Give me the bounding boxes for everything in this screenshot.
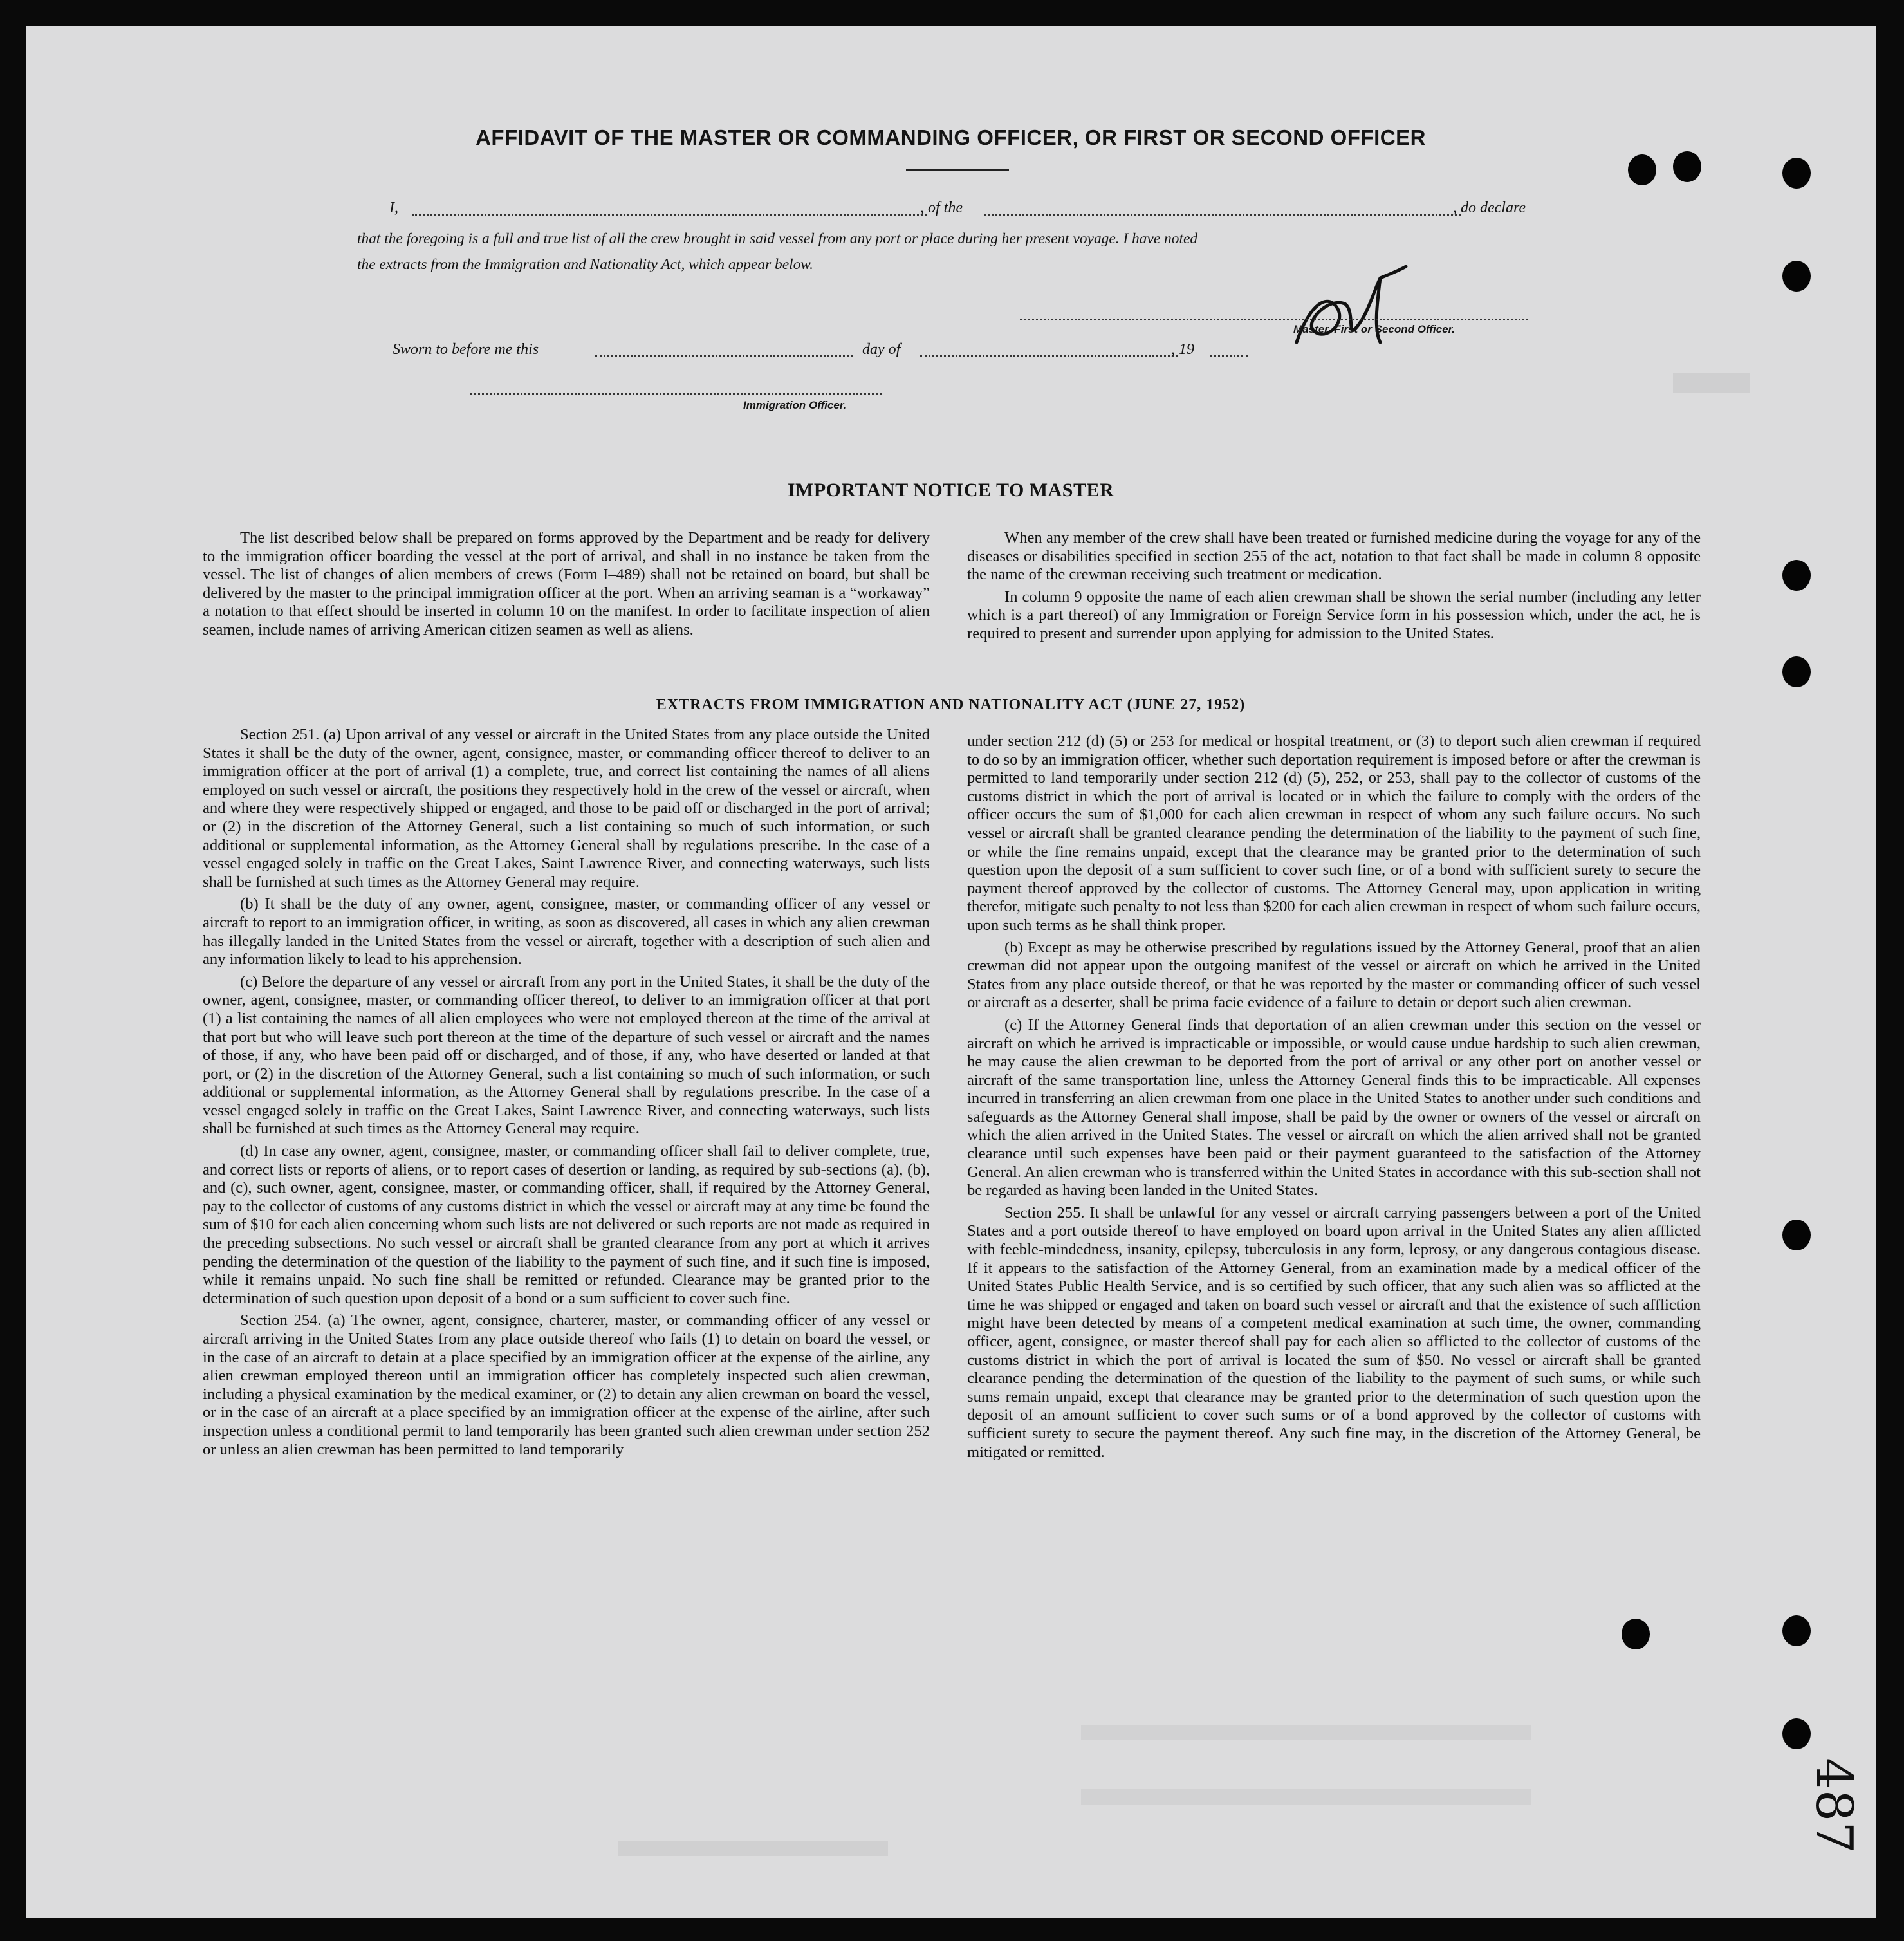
signature-caption: Master, First or Second Officer.: [1293, 323, 1455, 335]
handwritten-page-number: 487: [1805, 1758, 1863, 1853]
notice-paragraph: In column 9 opposite the name of each alien crewman shall be shown the serial number (including any letter which is a part thereof) of any Immigration or Foreign Service form in his possession which, under the act, he is required to present and surrender upon applying for admission to the United States.: [967, 588, 1701, 642]
declaration-statement-2: the extracts from the Immigration and Nationality Act, which appear below.: [357, 256, 814, 273]
punch-hole: [1782, 1220, 1811, 1250]
notice-left-column: [203, 529, 930, 644]
extract-paragraph: (b) Except as may be otherwise prescribed by regulations issued by the Attorney General, proof that an alien crewman did not appear upon the outgoing manifest of the vessel or aircraft on which he arrived in the United States from any place outside thereof, or that he was reported by the master or commanding officer of such vessel or aircraft as a deserter, shall be prima facie evidence of a failure to detain or deport such alien crewman.: [967, 938, 1701, 1012]
immigration-officer-caption: Immigration Officer.: [743, 399, 847, 411]
bleed-through-smudge: [1081, 1789, 1531, 1805]
punch-hole: [1782, 1718, 1811, 1749]
document-page: [26, 26, 1876, 1918]
extracts-left-column: [203, 726, 930, 1463]
punch-hole: [1782, 261, 1811, 292]
punch-hole: [1622, 1619, 1650, 1649]
bleed-through-smudge: [1081, 1725, 1531, 1740]
punch-hole: [1673, 151, 1701, 182]
immigration-officer-line: [470, 393, 882, 395]
punch-hole: [1782, 1615, 1811, 1646]
vessel-name-field: [984, 214, 1461, 216]
extract-paragraph: Section 251. (a) Upon arrival of any vessel or aircraft in the United States from any place outside the United States it shall be the duty of the owner, agent, consignee, master, or commanding officer thereof to deliver to an immigration officer at the port of arrival (1) a complete, true, and correct list containing the names of all aliens employed on such vessel or aircraft, the positions they respectively hold in the crew of the vessel or aircraft, when and where they were respectively shipped or engaged, and those to be paid off or discharged in the port of arrival; or (2) in the discretion of the Attorney General, such a list containing so much of such information, or such additional or supplemental information, as the Attorney General shall by regulations prescribe. In the case of a vessel engaged solely in traffic on the Great Lakes, Saint Lawrence River, and connecting waterways, such lists shall be furnished at such times as the Attorney General may require.: [203, 726, 930, 891]
title-underline: [906, 169, 1009, 171]
sworn-prefix: Sworn to before me this: [393, 341, 539, 358]
punch-hole: [1782, 560, 1811, 591]
bleed-through-smudge: [618, 1841, 888, 1856]
notice-paragraph: When any member of the crew shall have been treated or furnished medicine during the voyage for any of the diseases or disabilities specified in section 255 of the act, notation to that fact shall be made in column 8 opposite the name of the crewman receiving such treatment or medication.: [967, 529, 1701, 584]
extract-paragraph: Section 255. It shall be unlawful for any vessel or aircraft carrying passengers between a port of the United States and a port outside thereof to have employed on board upon arrival in the United States any alien afflicted with feeble-mindedness, insanity, epilepsy, tuberculosis in any form, leprosy, or any dangerous contagious disease. If it appears to the satisfaction of the Attorney General, from an examination made by a medical officer of the United States Public Health Service, and is so certified by such officer, that any such alien was so afflicted at the time he was shipped or engaged and taken on board such vessel or aircraft and that the existence of such affliction might have been detected by means of a competent medical examination at such time, the owner, commanding officer, agent, consignee, or master thereof shall pay for each alien so afflicted to the collector of customs of the customs district in which the port of arrival is located the sum of $50. No vessel or aircraft shall be granted clearance pending the determination of the question of the liability to the payment of such sums, or while such sums remain unpaid, except that clearance may be granted prior to the determination of such question upon the deposit of an amount sufficient to cover such sums or of a bond approved by the collector of customs with sufficient surety to secure the payment thereof. Any such fine may, in the discretion of the Attorney General, be mitigated or remitted.: [967, 1203, 1701, 1461]
notice-title: IMPORTANT NOTICE TO MASTER: [787, 479, 1114, 501]
punch-hole: [1782, 158, 1811, 189]
extract-paragraph: Section 254. (a) The owner, agent, consignee, charterer, master, or commanding officer of any vessel or aircraft arriving in the United States from any place outside thereof who fails (1) to detain on board the vessel, or in the case of an aircraft to detain at a place specified by an immigration officer at the expense of the airline, any alien crewman employed thereon until an immigration officer has completely inspected such alien crewman, including a physical examination by the medical examiner, or (2) to detain any alien crewman on board the vessel, or in the case of an aircraft at a place specified by an immigration officer at the expense of the airline, after such inspection unless a conditional permit to land temporarily has been granted such alien crewman under section 252 or unless an alien crewman has been permitted to land temporarily: [203, 1312, 930, 1458]
sworn-month-field: [920, 355, 1178, 357]
punch-hole: [1628, 154, 1656, 185]
declarant-name-field: [412, 214, 927, 216]
master-signature: [1284, 265, 1412, 362]
sworn-date-field: [595, 355, 853, 357]
notice-paragraph: The list described below shall be prepared on forms approved by the Department and be ready for delivery to the immigration officer boarding the vessel at the port of arrival, and shall in no instance be taken from the vessel. The list of changes of alien members of crews (Form I–489) shall not be retained on board, but shall be delivered by the master to the principal immigration officer at the port. When an arriving seaman is a “workaway” a notation to that effect should be inserted in column 10 on the manifest. In order to facilitate inspection of alien seamen, include names of arriving American citizen seamen as well as aliens.: [203, 529, 930, 638]
extracts-title: EXTRACTS FROM IMMIGRATION AND NATIONALITY ACT (JUNE 27, 1952): [656, 696, 1246, 713]
extract-paragraph: (c) If the Attorney General finds that deportation of an alien crewman under this section on the vessel or aircraft on which he arrived is impracticable or impossible, or would cause undue hardship to such alien crewman, he may cause the alien crewman to be deported from the port of arrival or any other port on another vessel or aircraft of the same transportation line, unless the Attorney General finds this to be impracticable. All expenses incurred in transferring an alien crewman from one place in the United States to another under such conditions and safeguards as the Attorney General shall impose, shall be paid by the owner or owners of the vessel or aircraft on which the alien arrived in the United States. The vessel or aircraft on which the alien arrived shall not be granted clearance until such expenses have been paid or their payment guaranteed to the satisfaction of the Attorney General. An alien crewman who is transferred within the United States in accordance with this sub-section shall not be regarded as having been landed in the United States.: [967, 1016, 1701, 1200]
declaration-statement-1: that the foregoing is a full and true list of all the crew brought in said vessel from any port or place during her present voyage. I have noted: [357, 230, 1198, 247]
affidavit-title: AFFIDAVIT OF THE MASTER OR COMMANDING OFFICER, OR FIRST OR SECOND OFFICER: [476, 125, 1426, 149]
declarant-prefix: I,: [389, 200, 398, 216]
extract-paragraph: (b) It shall be the duty of any owner, agent, consignee, master, or commanding officer of any vessel or aircraft to report to an immigration officer, in writing, as soon as discovered, all cases in which any alien crewman has illegally landed in the United States from the vessel or aircraft, together with a description of such alien and any information likely to lead to his apprehension.: [203, 895, 930, 969]
extract-paragraph: (c) Before the departure of any vessel or aircraft from any port in the United States, it shall be the duty of the owner, agent, consignee, master, or commanding officer thereof, to deliver to an immigration officer at that port (1) a list containing the names of all alien employees who were not employed thereon at the time of the arrival at that port but who will leave such port thereon at the time of the departure of such vessel or aircraft and the names of those, if any, who have been paid off or discharged, and of those, if any, who have deserted or landed at that port, or (2) in the discretion of the Attorney General, such a list containing so much of such information, or such additional or supplemental information, as the Attorney General shall by regulations prescribe. In the case of a vessel engaged solely in traffic on the Great Lakes, Saint Lawrence River, and connecting waterways, such lists shall be furnished at such times as the Attorney General may require.: [203, 972, 930, 1138]
vessel-prefix: , of the: [920, 200, 963, 216]
sworn-year-label: , 19: [1171, 341, 1194, 358]
notice-right-column: [967, 529, 1701, 647]
sworn-day-label: day of: [862, 341, 901, 358]
extracts-right-column: [967, 732, 1701, 1465]
bleed-through-smudge: [1673, 373, 1750, 393]
punch-hole: [1782, 656, 1811, 687]
sworn-year-field: [1210, 355, 1248, 357]
extract-paragraph: under section 212 (d) (5) or 253 for medical or hospital treatment, or (3) to deport such alien crewman if required to do so by an immigration officer, whether such deportation requirement is imposed before or after the crewman is permitted to land temporarily under section 212 (d) (5), 252, or 253, shall pay to the collector of customs of the customs district in which the port of arrival is located or in which the failure to comply with the orders of the officer occurs the sum of $1,000 for each alien crewman in respect of whom any such failure occurs. No such vessel or aircraft shall be granted clearance pending the determination of the liability to the payment of such fine, or while the fine remains unpaid, except that the clearance may be granted prior to the determination of such question upon the deposit of a sum sufficient to cover such fine, or of a bond with sufficient surety to secure the payment thereof approved by the collector of customs. The Attorney General may, upon application in writing therefor, mitigate such penalty to not less than $200 for each alien crewman in respect of whom such failure occurs, upon such terms as he shall think proper.: [967, 732, 1701, 934]
declare-suffix: , do declare: [1453, 200, 1526, 216]
extract-paragraph: (d) In case any owner, agent, consignee, master, or commanding officer shall fail to deliver complete, true, and correct lists or reports of aliens, or to report cases of desertion or landing, as required by sub-sections (a), (b), and (c), such owner, agent, consignee, master, or commanding officer, shall, if required by the Attorney General, pay to the collector of customs of any customs district in which the vessel or aircraft may at any time be found the sum of $10 for each alien concerning whom such lists are not delivered or such reports are not made as required in the preceding subsections. No such vessel or aircraft shall be granted clearance from any port at which it arrives pending the determination of the question of the liability to the payment of such fine, and if such fine is imposed, while it remains unpaid. No such fine shall be remitted or refunded. Clearance may be granted prior to the determination of such question upon deposit of a bond or a sum sufficient to cover such fine.: [203, 1142, 930, 1307]
signature-line: [1020, 319, 1528, 320]
